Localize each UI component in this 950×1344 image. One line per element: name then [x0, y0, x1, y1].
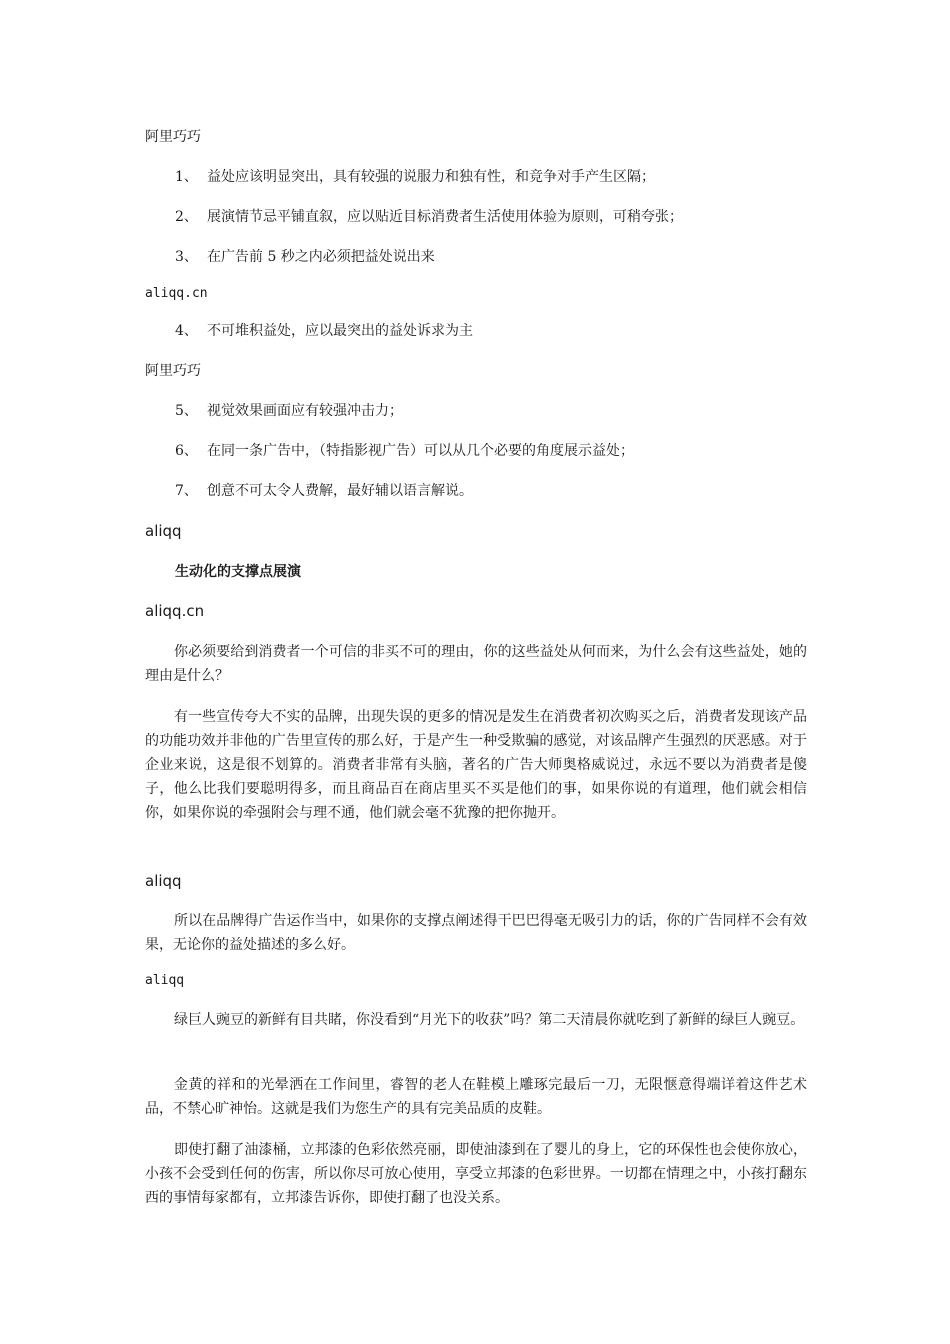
list-item-number: 4、	[175, 323, 198, 339]
list-item-number: 2、	[175, 209, 198, 225]
list-item-text: 益处应该明显突出，具有较强的说服力和独有性，和竞争对手产生区隔；	[207, 169, 655, 185]
body-paragraph: 金黄的祥和的光晕洒在工作间里，睿智的老人在鞋模上雕琢完最后一刀，无限惬意得端详着这件艺术品，不禁心旷神怡。这就是我们为您生产的具有完美品质的皮鞋。	[145, 1077, 807, 1117]
list-item-number: 6、	[175, 443, 198, 459]
watermark-label: 阿里巧巧	[145, 129, 201, 145]
list-item-text: 在同一条广告中，（特指影视广告）可以从几个必要的角度展示益处；	[207, 443, 634, 459]
list-item-text: 创意不可太令人费解，最好辅以语言解说。	[207, 483, 473, 499]
list-item-text: 视觉效果画面应有较强冲击力；	[207, 403, 403, 419]
body-paragraph: 有一些宣传夸大不实的品牌，出现失误的更多的情况是发生在消费者初次购买之后，消费者发现该产品的功能功效并非他的广告里宣传的那么好，于是产生一种受欺骗的感觉，对该品牌产生强烈的厌恶感。对于企业来说，这是很不划算的。消费者非常有头脑，著名的广告大师奥格威说过，永远不要以为消费者是傻子，他么比我们要聪明得多，而且商品百在商店里买不买是他们的事，如果你说的有道理，他们就会相信你，如果你说的牵强附会与理不通，他们就会毫不犹豫的把你抛开。	[145, 709, 807, 821]
watermark-label: aliqq	[145, 872, 182, 890]
watermark-label: aliqq	[145, 522, 182, 540]
watermark-label: aliqq.cn	[145, 602, 205, 620]
body-paragraph: 你必须要给到消费者一个可信的非买不可的理由，你的这些益处从何而来，为什么会有这些益处，她的理由是什么？	[145, 644, 807, 684]
watermark-label: 阿里巧巧	[145, 363, 201, 379]
body-paragraph: 所以在品牌得广告运作当中，如果你的支撑点阐述得干巴巴得毫无吸引力的话，你的广告同样不会有效果，无论你的益处描述的多么好。	[145, 913, 807, 953]
section-heading: 生动化的支撑点展演	[175, 564, 301, 580]
list-item-number: 5、	[175, 403, 198, 419]
list-item-number: 1、	[175, 169, 198, 185]
list-item-text: 不可堆积益处，应以最突出的益处诉求为主	[207, 323, 473, 339]
list-item-number: 7、	[175, 483, 198, 499]
list-item-text: 展演情节忌平铺直叙，应以贴近目标消费者生活使用体验为原则，可稍夸张；	[207, 209, 683, 225]
body-paragraph: 即使打翻了油漆桶，立邦漆的色彩依然亮丽，即使油漆到在了婴儿的身上，它的环保性也会使你放心，小孩不会受到任何的伤害，所以你尽可放心使用，享受立邦漆的色彩世界。一切都在情理之中，小孩打翻东西的事情每家都有，立邦漆告诉你，即使打翻了也没关系。	[145, 1142, 807, 1206]
list-item-number: 3、	[175, 249, 198, 265]
body-paragraph: 绿巨人豌豆的新鲜有目共睹，你没看到“月光下的收获”吗？第二天清晨你就吃到了新鲜的绿巨人豌豆。	[174, 1012, 805, 1028]
list-item-text: 在广告前 5 秒之内必须把益处说出来	[207, 249, 435, 265]
watermark-label: aliqq.cn	[145, 286, 208, 301]
watermark-label: aliqq	[145, 973, 185, 988]
